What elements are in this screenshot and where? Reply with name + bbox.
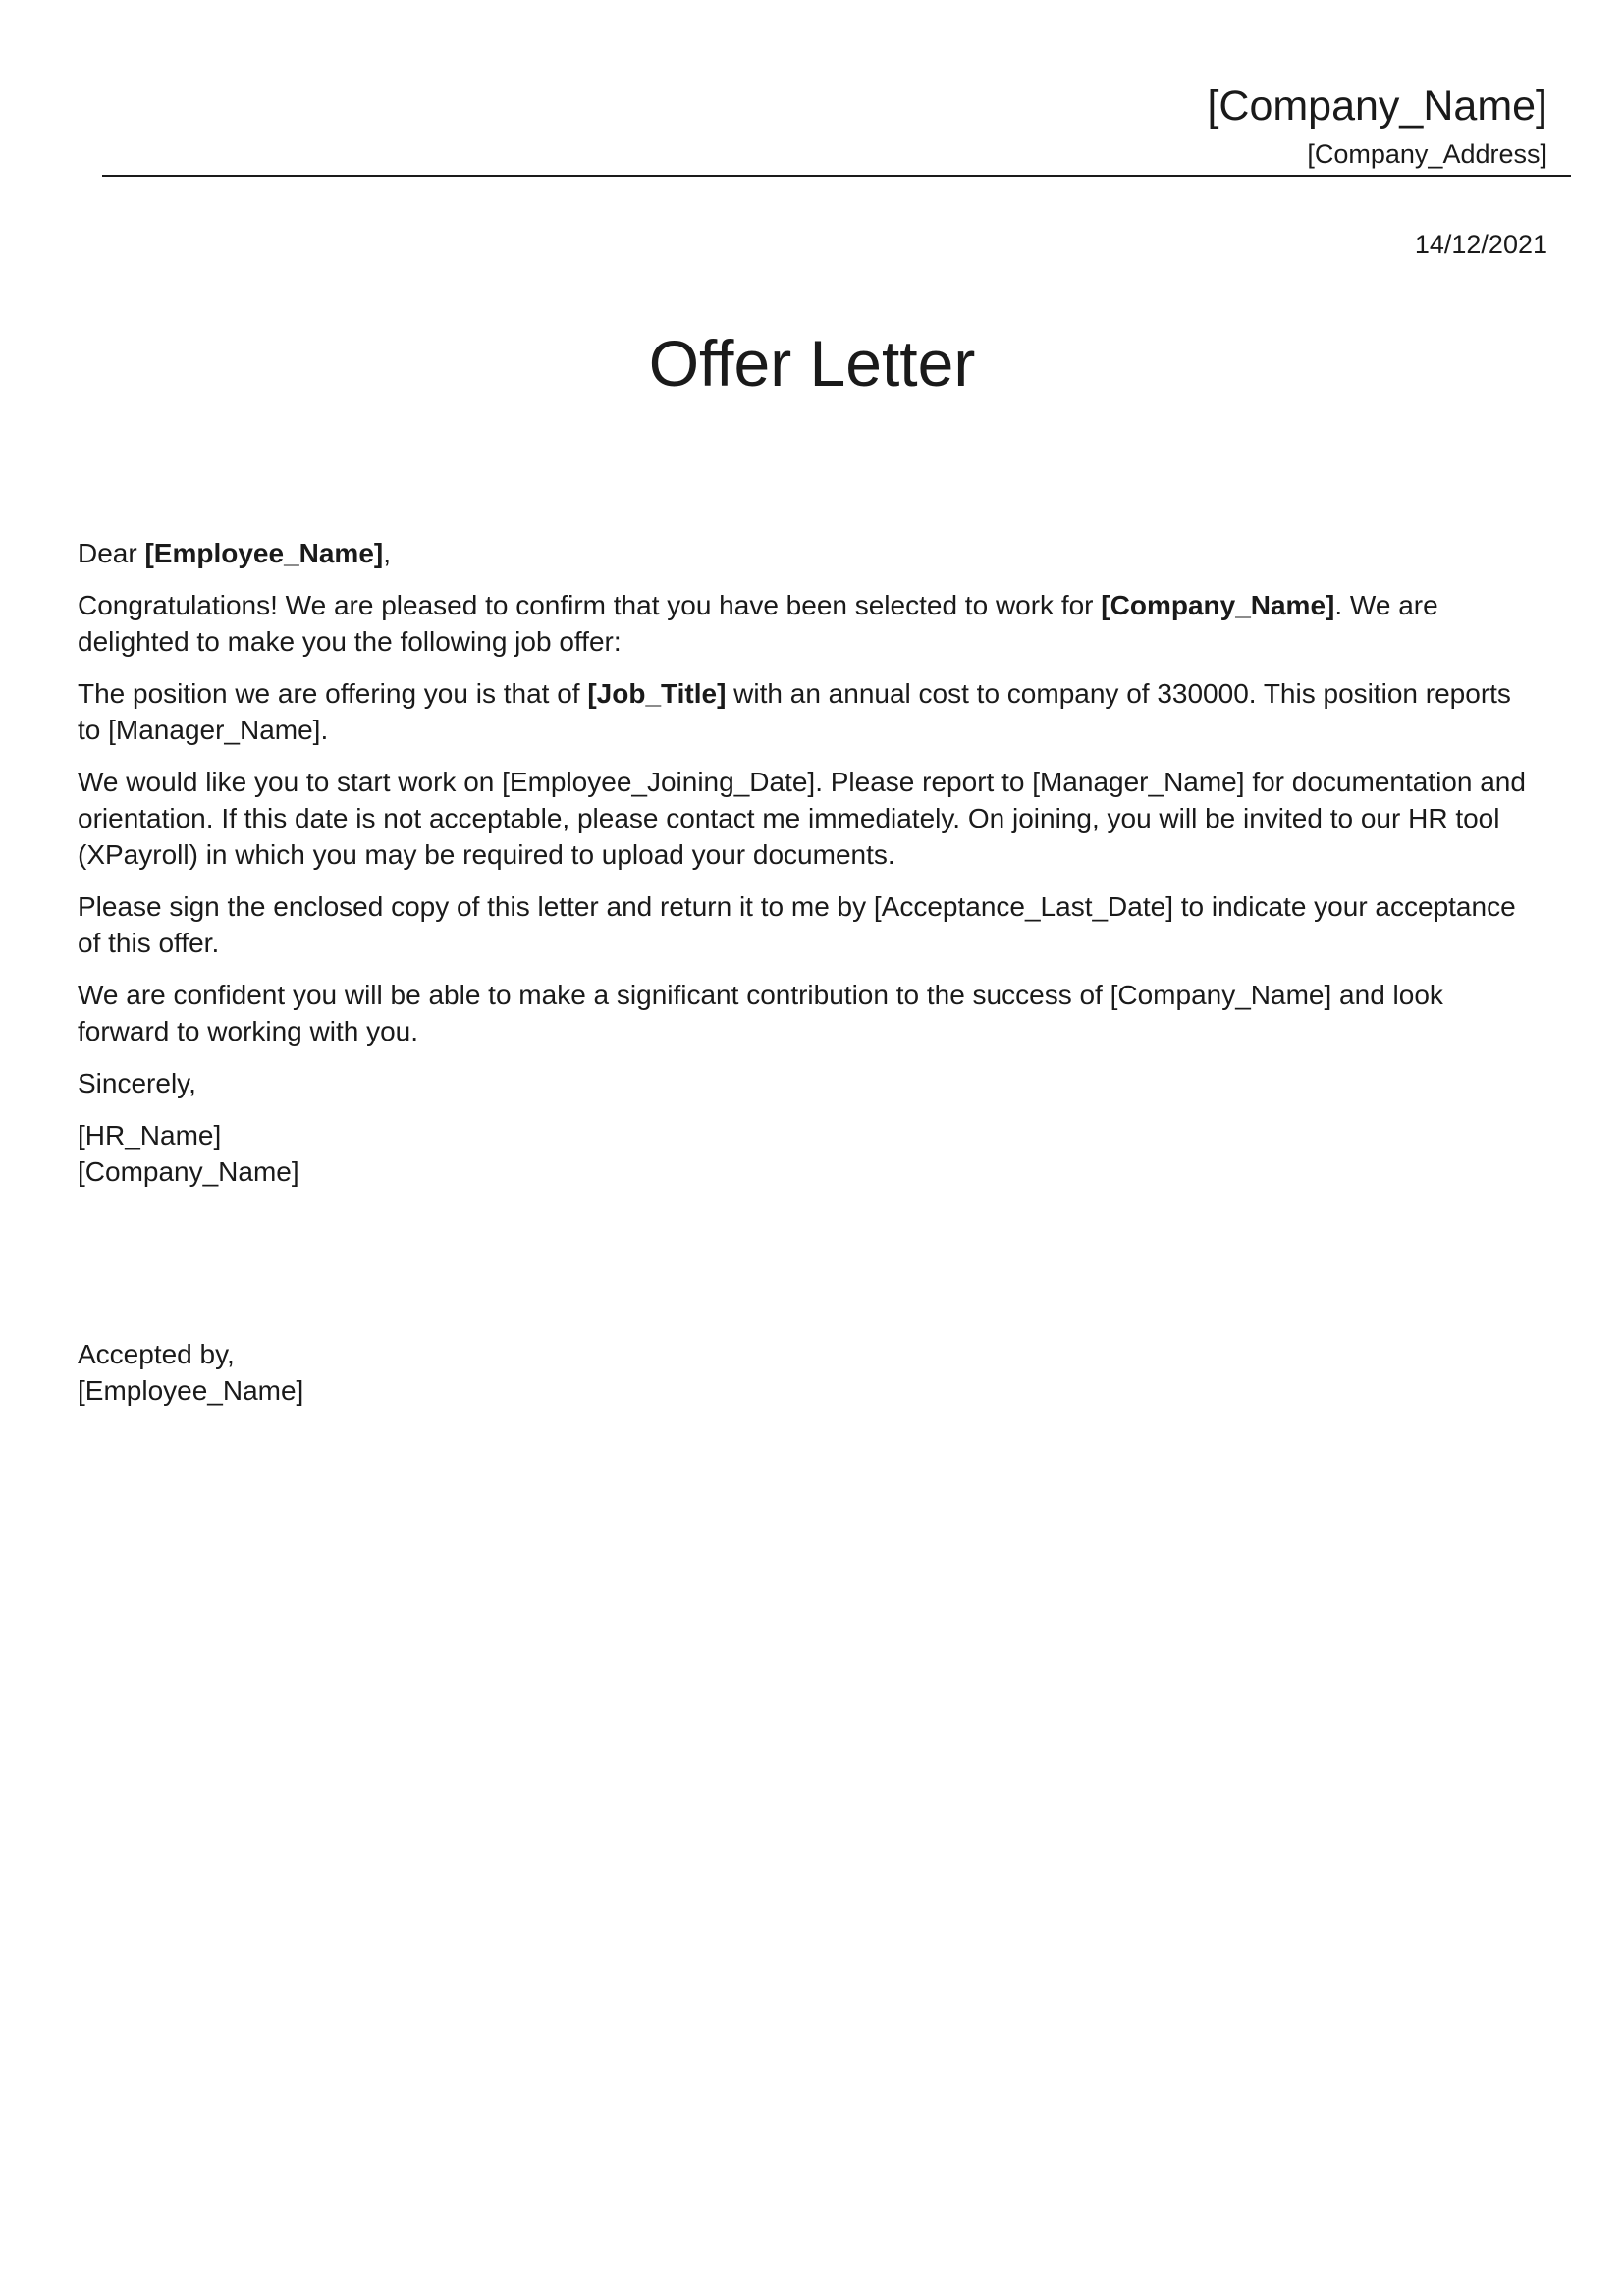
paragraph-congratulations bbox=[78, 587, 1541, 660]
para2-before: The position we are offering you is that of bbox=[78, 678, 588, 709]
para1-after: . We are delighted to make you the following job offer: bbox=[78, 590, 1438, 657]
company-address: [Company_Address] bbox=[1307, 139, 1547, 169]
company-name: [Company_Name] bbox=[1207, 82, 1547, 130]
paragraph-acceptance-instructions: Please sign the enclosed copy of this letter and return it to me by [Acceptance_Last_Date] to indicate your acceptance of this offer. bbox=[78, 891, 1516, 958]
accepted-by-employee-name: [Employee_Name] bbox=[78, 1375, 304, 1406]
signature-company-name: [Company_Name] bbox=[78, 1156, 299, 1187]
para1-company-name: [Company_Name] bbox=[1101, 590, 1335, 620]
greeting bbox=[78, 535, 1541, 571]
closing-salutation: Sincerely, bbox=[78, 1068, 196, 1098]
acceptance-block bbox=[78, 1336, 303, 1409]
letter-body bbox=[78, 535, 1541, 1205]
greeting-employee-name: [Employee_Name] bbox=[144, 538, 384, 568]
letter-date: 14/12/2021 bbox=[1414, 230, 1547, 259]
greeting-prefix: Dear bbox=[78, 538, 145, 568]
greeting-suffix: , bbox=[383, 538, 392, 568]
signature-block bbox=[78, 1117, 1541, 1190]
paragraph-position bbox=[78, 675, 1541, 748]
letter-title: Offer Letter bbox=[648, 327, 976, 400]
para2-job-title: [Job_Title] bbox=[587, 678, 727, 709]
accepted-by-label: Accepted by, bbox=[78, 1339, 235, 1369]
para2-after: with an annual cost to company of 330000. This position reports to [Manager_Name]. bbox=[78, 678, 1511, 745]
letterhead bbox=[102, 79, 1571, 177]
para1-before: Congratulations! We are pleased to confirm that you have been selected to work for bbox=[78, 590, 1102, 620]
signature-hr-name: [HR_Name] bbox=[78, 1120, 222, 1150]
paragraph-closing-remarks: We are confident you will be able to make a significant contribution to the success of [Company_Name] and look forward to working with you. bbox=[78, 980, 1443, 1046]
paragraph-start-date: We would like you to start work on [Employee_Joining_Date]. Please report to [Manager_Name] for documentation and orientation. If this date is not acceptable, please contact me immediately. On joining, you will be invited to our HR tool (XPayroll) in which you may be required to upload your documents. bbox=[78, 767, 1526, 870]
